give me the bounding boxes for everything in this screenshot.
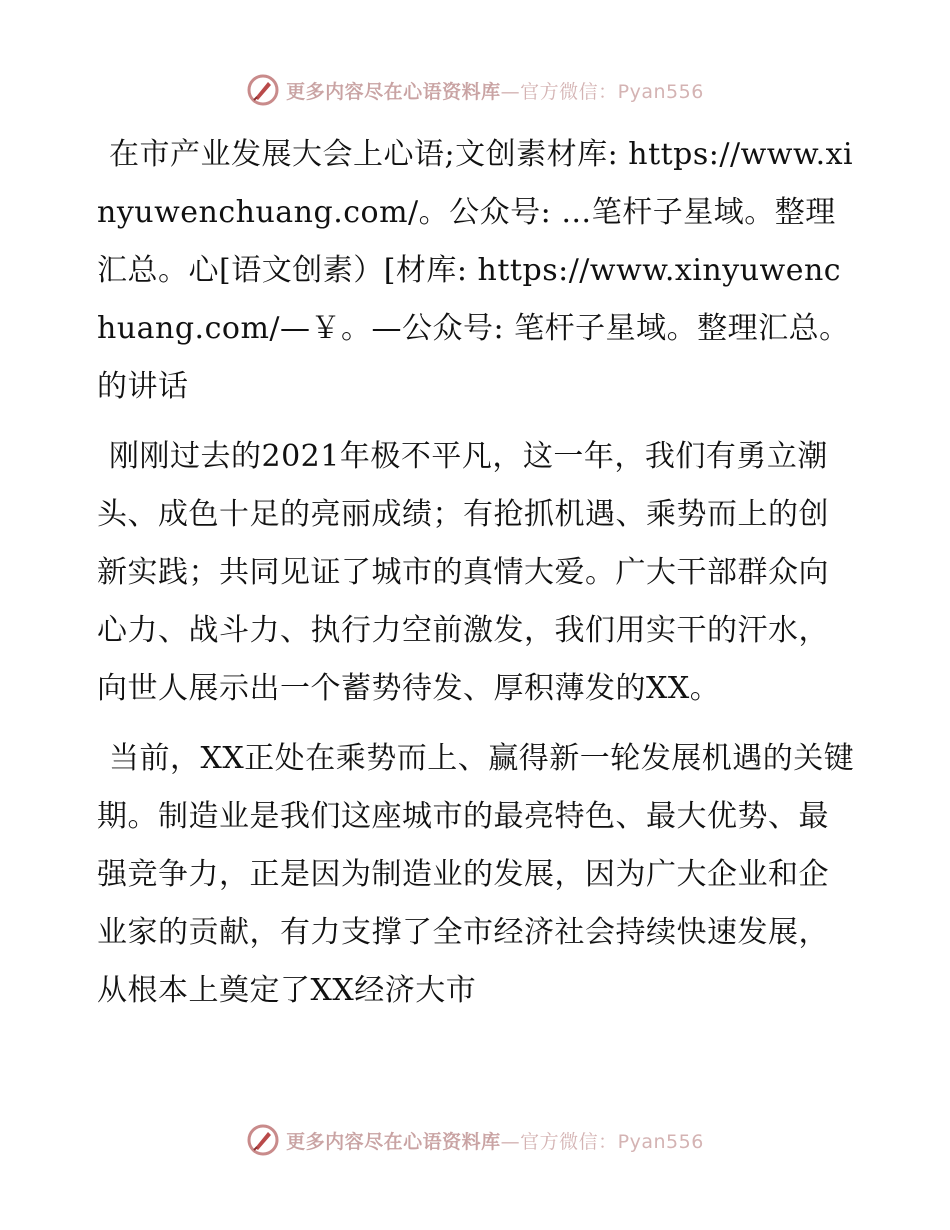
paragraph: 当前，XX正处在乘势而上、赢得新一轮发展机遇的关键期。制造业是我们这座城市的最亮特色、最大优势、最强竞争力，正是因为制造业的发展，因为广大企业和企业家的贡献，有力支撑了全市经济社会持续快速发展，从根本上奠定了XX经济大市 [97,741,855,1008]
watermark-text: 更多内容尽在心语资料库—官方微信：Pyan556 [286,80,704,103]
header-watermark [0,70,950,110]
quill-seal-icon [246,1123,280,1157]
watermark-text: 更多内容尽在心语资料库—官方微信：Pyan556 [286,1130,704,1153]
footer-watermark [0,1120,950,1160]
paragraph-title: 在市产业发展大会上心语;文创素材库: https://www.xinyuwenchuang.com/。公众号: …笔杆子星域。整理汇总。心[语文创素）[材库: https://www.xinyuwenchuang.com/—￥。—公众号: 笔杆子星域。整理汇总。的讲话 [97,137,854,404]
paragraph: 刚刚过去的2021年极不平凡，这一年，我们有勇立潮头、成色十足的亮丽成绩；有抢抓机遇、乘势而上的创新实践；共同见证了城市的真情大爱。广大干部群众向心力、战斗力、执行力空前激发，我们用实干的汗水，向世人展示出一个蓄势待发、厚积薄发的XX。 [97,439,829,706]
quill-seal-icon [246,73,280,107]
document-body [97,126,857,1032]
